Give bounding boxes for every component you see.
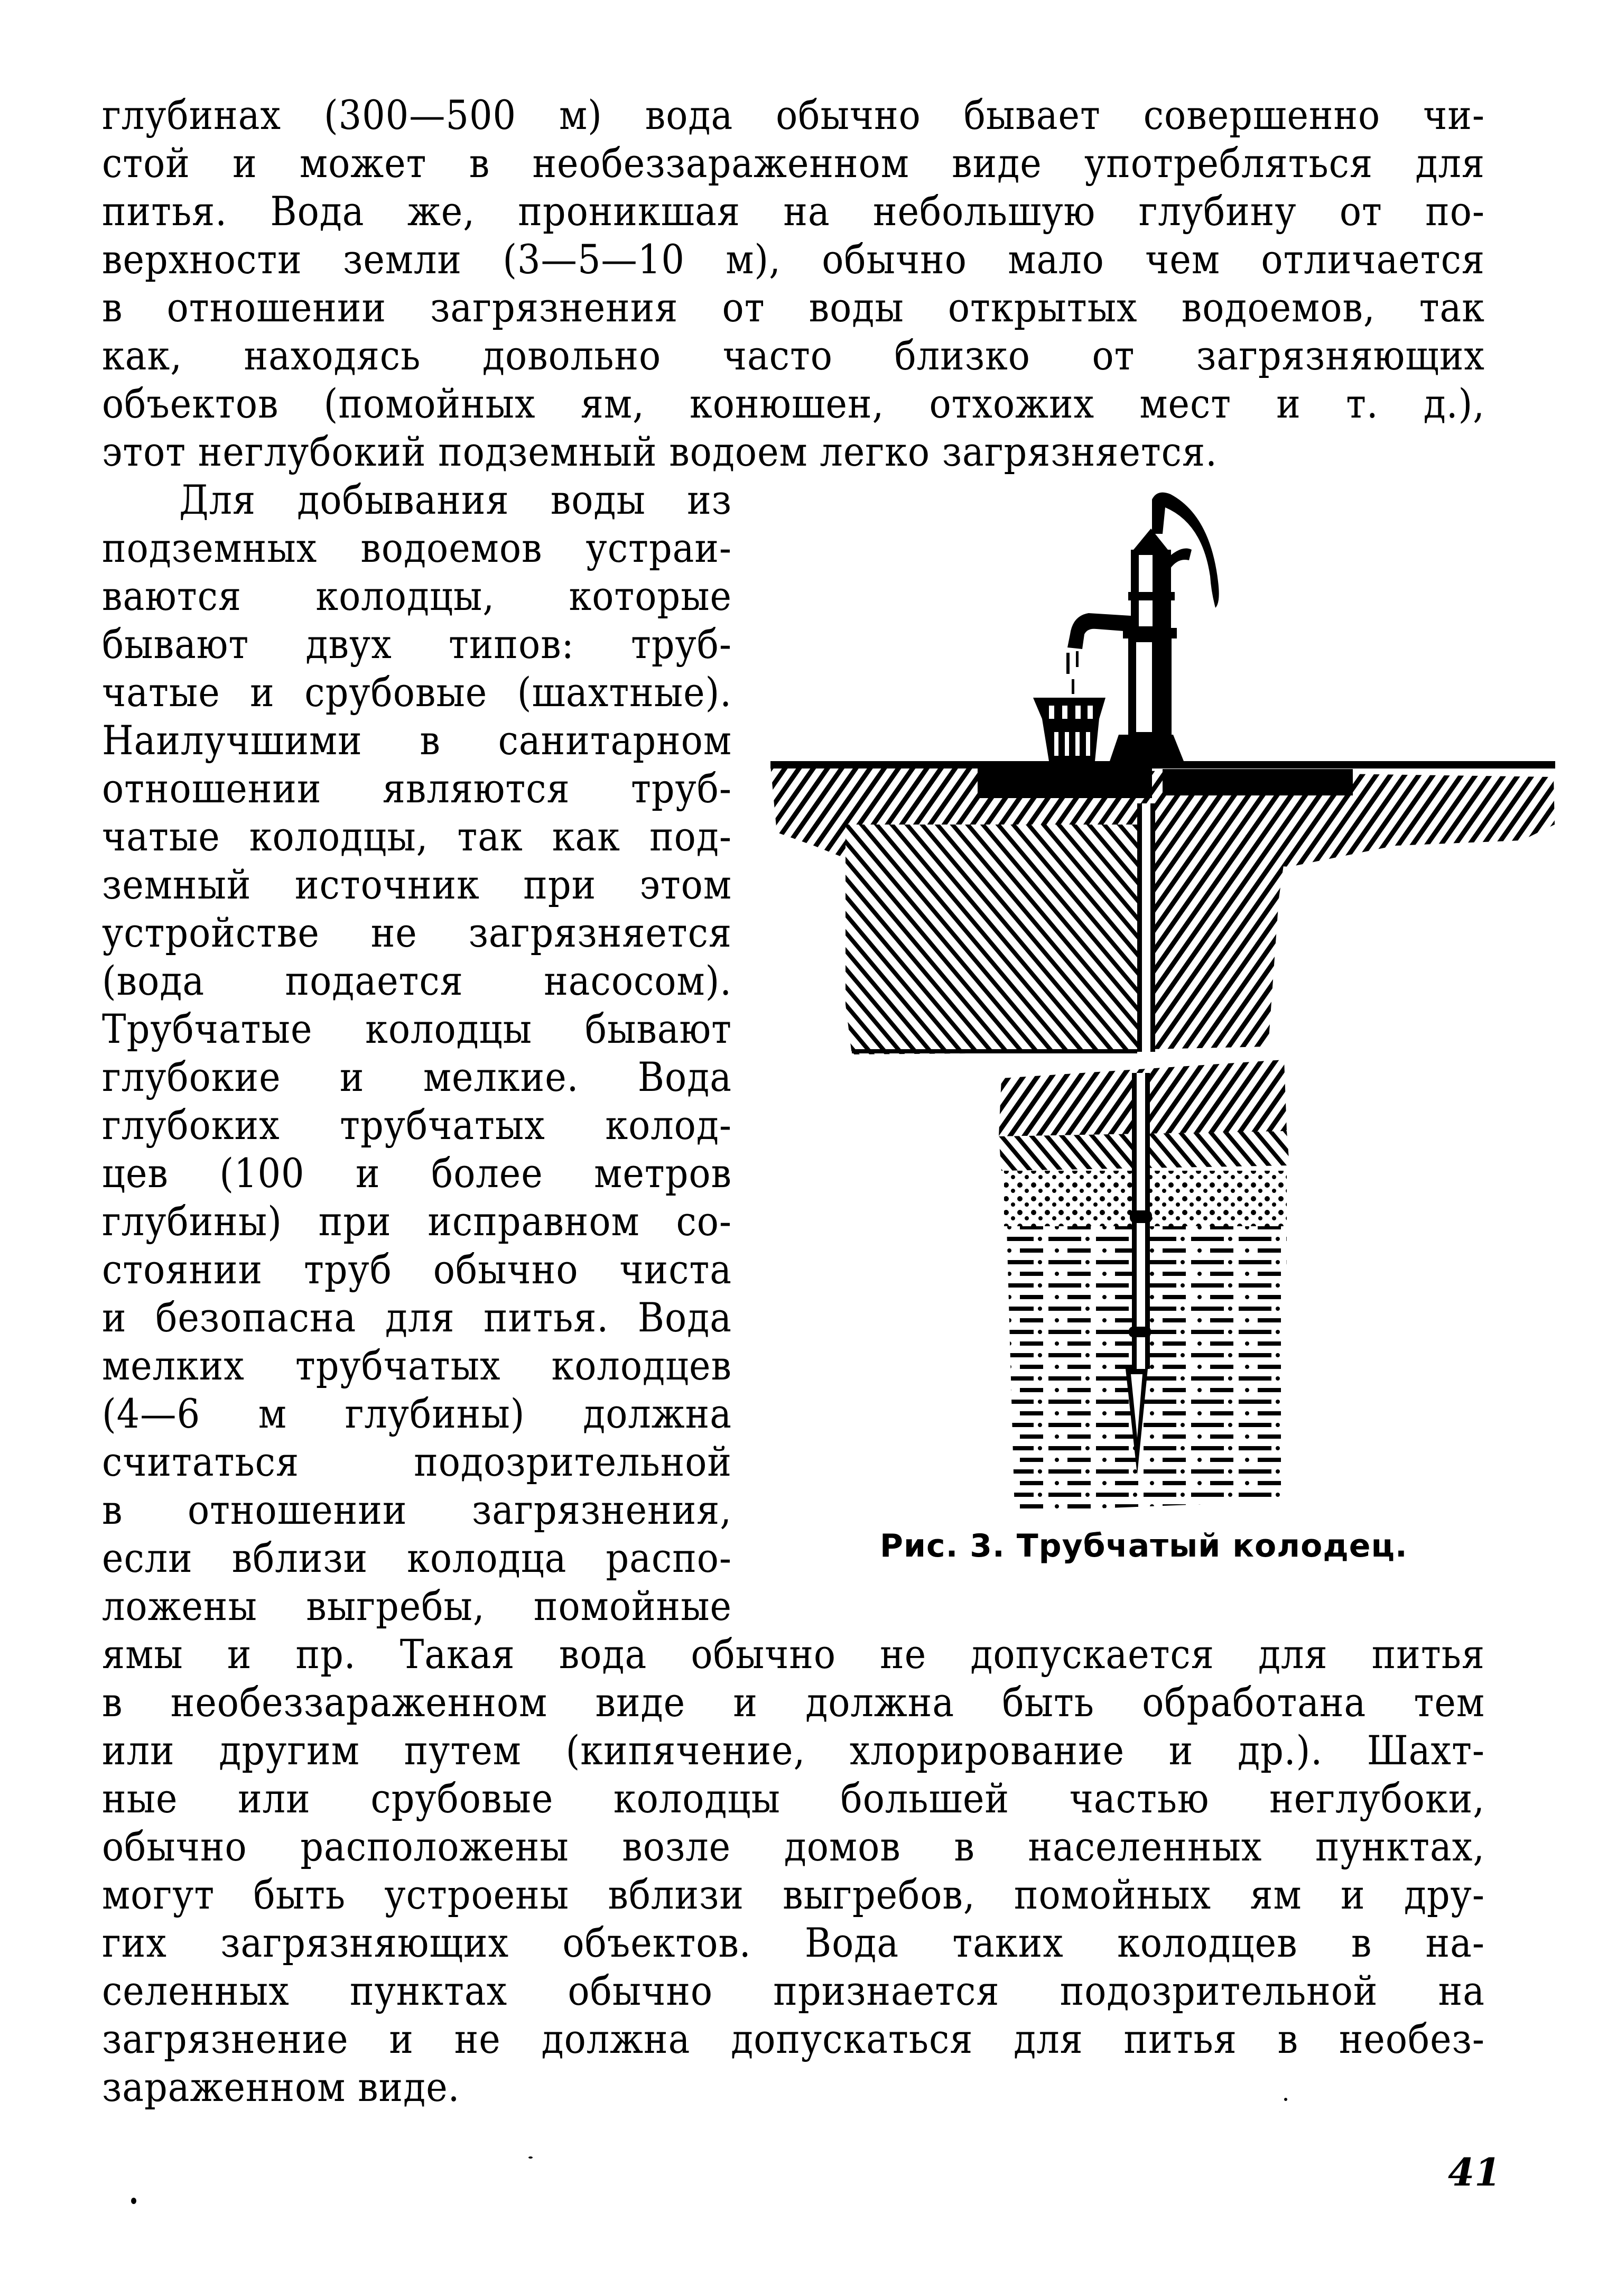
hand-pump: [1033, 493, 1219, 761]
text-line: если вблизи колодца распо-: [102, 1534, 732, 1581]
text-line: в отношении загрязнения,: [102, 1486, 732, 1533]
text-line: в отношении загрязнения от воды открытых водоемов, так: [102, 284, 1485, 331]
text-line: стой и может в необеззараженном виде употребляться для: [102, 140, 1485, 187]
text-line: питья. Вода же, проникшая на небольшую глубину от по-: [102, 188, 1485, 235]
text-line: глубокие и мелкие. Вода: [102, 1053, 732, 1100]
text-line: Трубчатые колодцы бывают: [102, 1005, 732, 1052]
text-line: (4—6 м глубины) должна: [102, 1390, 732, 1437]
text-line: зараженном виде.: [102, 2063, 460, 2110]
text-line: земный источник при этом: [102, 861, 732, 908]
text-line: ложены выгребы, помойные: [102, 1582, 732, 1630]
text-line: подземных водоемов устраи-: [102, 524, 732, 571]
text-line: устройстве не загрязняется: [102, 909, 732, 956]
text-line: обычно расположены возле домов в населенных пунктах,: [102, 1823, 1485, 1870]
text-line: ямы и пр. Такая вода обычно не допускается для питья: [102, 1631, 1485, 1678]
text-line: в необеззараженном виде и должна быть обработана тем: [102, 1679, 1485, 1726]
text-line: чатые и срубовые (шахтные).: [102, 669, 732, 716]
text-line: чатые колодцы, так как под-: [102, 813, 732, 860]
figure-caption: Рис. 3. Трубчатый колодец.: [880, 1527, 1408, 1564]
text-line: как, находясь довольно часто близко от загрязняющих: [102, 332, 1485, 379]
tube-well-illustration: [761, 476, 1564, 1533]
print-speck: [1284, 2098, 1287, 2101]
upper-soil-layer: [846, 825, 1289, 1054]
text-line: глубоких трубчатых колод-: [102, 1101, 732, 1149]
text-line: верхности земли (3—5—10 м), обычно мало чем отличается: [102, 236, 1485, 283]
text-line: Наилучшими в санитарном: [102, 717, 732, 764]
text-line: ваются колодцы, которые: [102, 572, 732, 619]
text-line: мелких трубчатых колодцев: [102, 1342, 732, 1389]
page-number: 41: [1448, 2150, 1501, 2195]
text-line: Для добывания воды из: [179, 476, 732, 523]
text-line: могут быть устроены вблизи выгребов, помойных ям и дру-: [102, 1871, 1485, 1918]
text-line: объектов (помойных ям, конюшен, отхожих мест и т. д.),: [102, 380, 1485, 427]
text-line: отношении являются труб-: [102, 765, 732, 812]
text-line: или другим путем (кипячение, хлорирование и др.). Шахт-: [102, 1727, 1485, 1774]
text-line: гих загрязняющих объектов. Вода таких колодцев в на-: [102, 1919, 1485, 1966]
print-speck: [528, 2156, 533, 2159]
text-line: и безопасна для питья. Вода: [102, 1294, 732, 1341]
text-line: глубинах (300—500 м) вода обычно бывает совершенно чи-: [102, 91, 1485, 138]
text-line: (вода подается насосом).: [102, 957, 732, 1004]
text-line: этот неглубокий подземный водоем легко загрязняется.: [102, 428, 1218, 475]
text-line: цев (100 и более метров: [102, 1150, 732, 1197]
text-line: считаться подозрительной: [102, 1438, 732, 1485]
text-line: бывают двух типов: труб-: [102, 621, 732, 668]
text-line: глубины) при исправном со-: [102, 1198, 732, 1245]
text-line: стоянии труб обычно чиста: [102, 1246, 732, 1293]
text-line: селенных пунктах обычно признается подозрительной на: [102, 1967, 1485, 2014]
text-line: загрязнение и не должна допускаться для питья в необез-: [102, 2015, 1485, 2062]
text-line: ные или срубовые колодцы большей частью неглубоки,: [102, 1775, 1485, 1822]
print-speck: [131, 2198, 136, 2204]
